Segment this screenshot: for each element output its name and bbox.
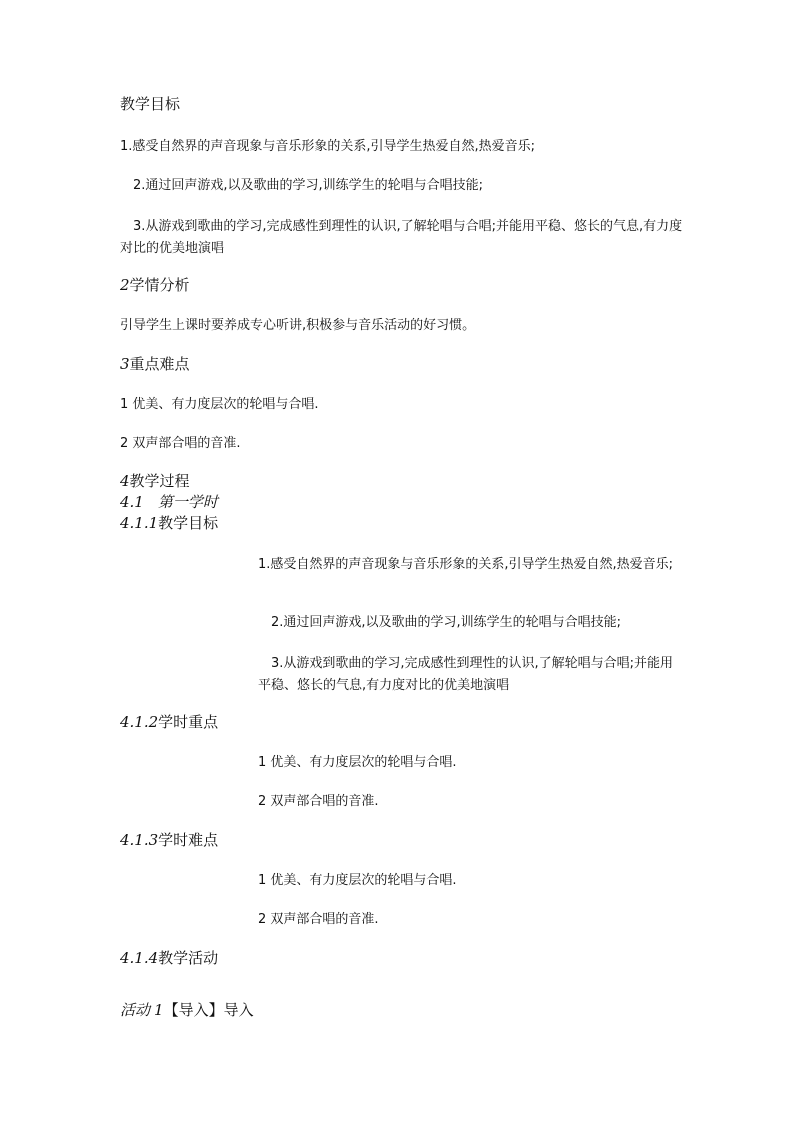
lesson-heading — [120, 493, 218, 512]
difficulty-heading — [120, 831, 218, 850]
lesson-goals-heading — [120, 514, 218, 533]
activity-title: 【导入】导入 — [163, 1001, 254, 1019]
lesson-goal-item-3: 3.从游戏到歌曲的学习,完成感性到理性的认识,了解轮唱与合唱;并能用平稳、悠长的气息,有力度对比的优美地演唱 — [258, 656, 674, 693]
focus-title: 学时重点 — [158, 713, 219, 731]
activity-1-heading — [120, 1001, 254, 1020]
key-points-title: 重点难点 — [129, 355, 190, 373]
goal-item-1: 1.感受自然界的声音现象与音乐形象的关系,引导学生热爱自然,热爱音乐; — [120, 139, 536, 154]
difficulty-item-2: 2 双声部合唱的音准. — [258, 912, 379, 927]
difficulty-number: 4.1.3 — [120, 831, 159, 849]
goal-item-3: 3.从游戏到歌曲的学习,完成感性到理性的认识,了解轮唱与合唱;并能用平稳、悠长的气息,有力度对比的优美地演唱 — [120, 219, 683, 256]
difficulty-item-1: 1 优美、有力度层次的轮唱与合唱. — [258, 873, 457, 888]
lesson-goals-title: 教学目标 — [158, 514, 219, 532]
analysis-title: 学情分析 — [129, 276, 190, 294]
focus-item-2: 2 双声部合唱的音准. — [258, 794, 379, 809]
activities-number: 4.1.4 — [120, 949, 159, 967]
key-point-item-2: 2 双声部合唱的音准. — [120, 436, 241, 451]
process-heading — [120, 472, 190, 491]
difficulty-title: 学时难点 — [158, 831, 219, 849]
activity-number: 1 — [154, 1001, 164, 1019]
focus-item-1: 1 优美、有力度层次的轮唱与合唱. — [258, 755, 457, 770]
lesson-number: 4.1 — [120, 493, 144, 511]
focus-number: 4.1.2 — [120, 713, 159, 731]
activity-label: 活动 — [120, 1001, 151, 1019]
analysis-heading — [120, 276, 190, 295]
focus-heading — [120, 713, 218, 732]
key-points-number: 3 — [120, 355, 130, 373]
key-points-heading — [120, 355, 190, 374]
activities-title: 教学活动 — [158, 949, 219, 967]
lesson-title: 第一学时 — [157, 493, 218, 511]
process-title: 教学过程 — [129, 472, 190, 490]
activities-heading — [120, 949, 218, 968]
analysis-text: 引导学生上课时要养成专心听讲,积极参与音乐活动的好习惯。 — [120, 318, 476, 333]
lesson-goal-item-1: 1.感受自然界的声音现象与音乐形象的关系,引导学生热爱自然,热爱音乐; — [258, 557, 674, 572]
key-point-item-1: 1 优美、有力度层次的轮唱与合唱. — [120, 397, 319, 412]
lesson-goal-item-2: 2.通过回声游戏,以及歌曲的学习,训练学生的轮唱与合唱技能; — [271, 615, 622, 630]
goals-heading: 教学目标 — [120, 95, 181, 113]
lesson-goals-number: 4.1.1 — [120, 514, 159, 532]
goal-item-2: 2.通过回声游戏,以及歌曲的学习,训练学生的轮唱与合唱技能; — [133, 178, 484, 193]
process-number: 4 — [120, 472, 130, 490]
analysis-number: 2 — [120, 276, 130, 294]
